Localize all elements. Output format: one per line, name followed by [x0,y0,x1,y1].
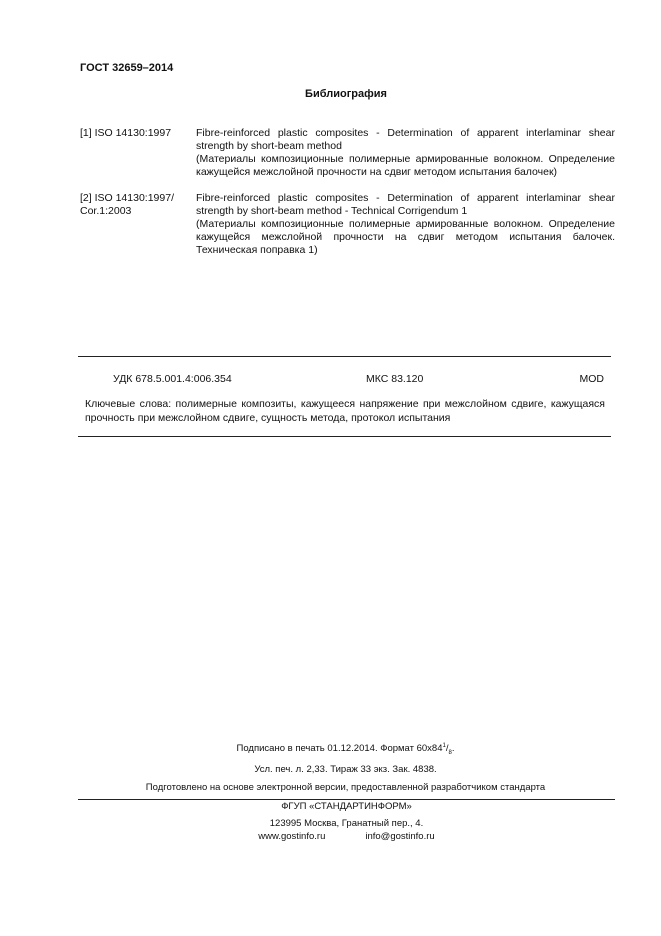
mks-code: МКС 83.120 [366,373,424,385]
publisher-address: 123995 Москва, Гранатный пер., 4. [269,818,424,829]
udk-code: УДК 678.5.001.4:006.354 [113,373,232,385]
format-suffix: . [451,743,455,755]
standard-id: ГОСТ 32659–2014 [80,62,174,74]
reference-title-ru: (Материалы композиционные полимерные армированные волокном. Определение кажущейся межслойной прочности на сдвиг методом испытания балочек. Техническая поправка 1) [196,218,615,256]
divider [78,356,611,357]
prepared-note: Подготовлено на основе электронной версии, предоставленной разработчиком стандарта [145,782,546,793]
classification-row [113,373,604,387]
reference-title-en: Fibre-reinforced plastic composites - Determination of apparent interlaminar shear strength by short-beam method [196,127,615,152]
website-link[interactable]: www.gostinfo.ru [258,831,326,842]
reference-title-en: Fibre-reinforced plastic composites - Determination of apparent interlaminar shear strength by short-beam method - Technical Corrigendum 1 [196,192,615,217]
divider [78,799,615,800]
print-info: Усл. печ. л. 2,33. Тираж 33 экз. Зак. 4838. [254,764,437,775]
divider [78,436,611,437]
publisher-name: ФГУП «СТАНДАРТИНФОРМ» [281,801,412,812]
format-denominator: 8 [448,750,452,757]
modification-degree: MOD [579,373,604,385]
reference-title-ru: (Материалы композиционные полимерные армированные волокном. Определение кажущейся межслойной прочности на сдвиг методом испытания балочек) [196,153,615,178]
publisher-contacts [78,831,615,842]
reference-text [196,127,615,179]
signed-for-print: Подписано в печать 01.12.2014. Формат $60x84^1/_8$. [236,743,455,757]
reference-text [196,192,615,257]
reference-id: [2] ISO 14130:1997/ Cor.1:2003 [80,192,174,217]
format-numerator: 1 [442,743,446,749]
signed-text: Подписано в печать 01.12.2014. Формат 60x84 [236,743,443,755]
keywords: Ключевые слова: полимерные композиты, кажущееся напряжение при межслойном сдвиге, кажущаяся прочность при межслойном сдвиге, сущность метода, протокол испытания [85,398,605,424]
email-link[interactable]: info@gostinfo.ru [365,831,435,842]
section-title: Библиография [305,88,387,100]
reference-id: [1] ISO 14130:1997 [80,127,172,139]
